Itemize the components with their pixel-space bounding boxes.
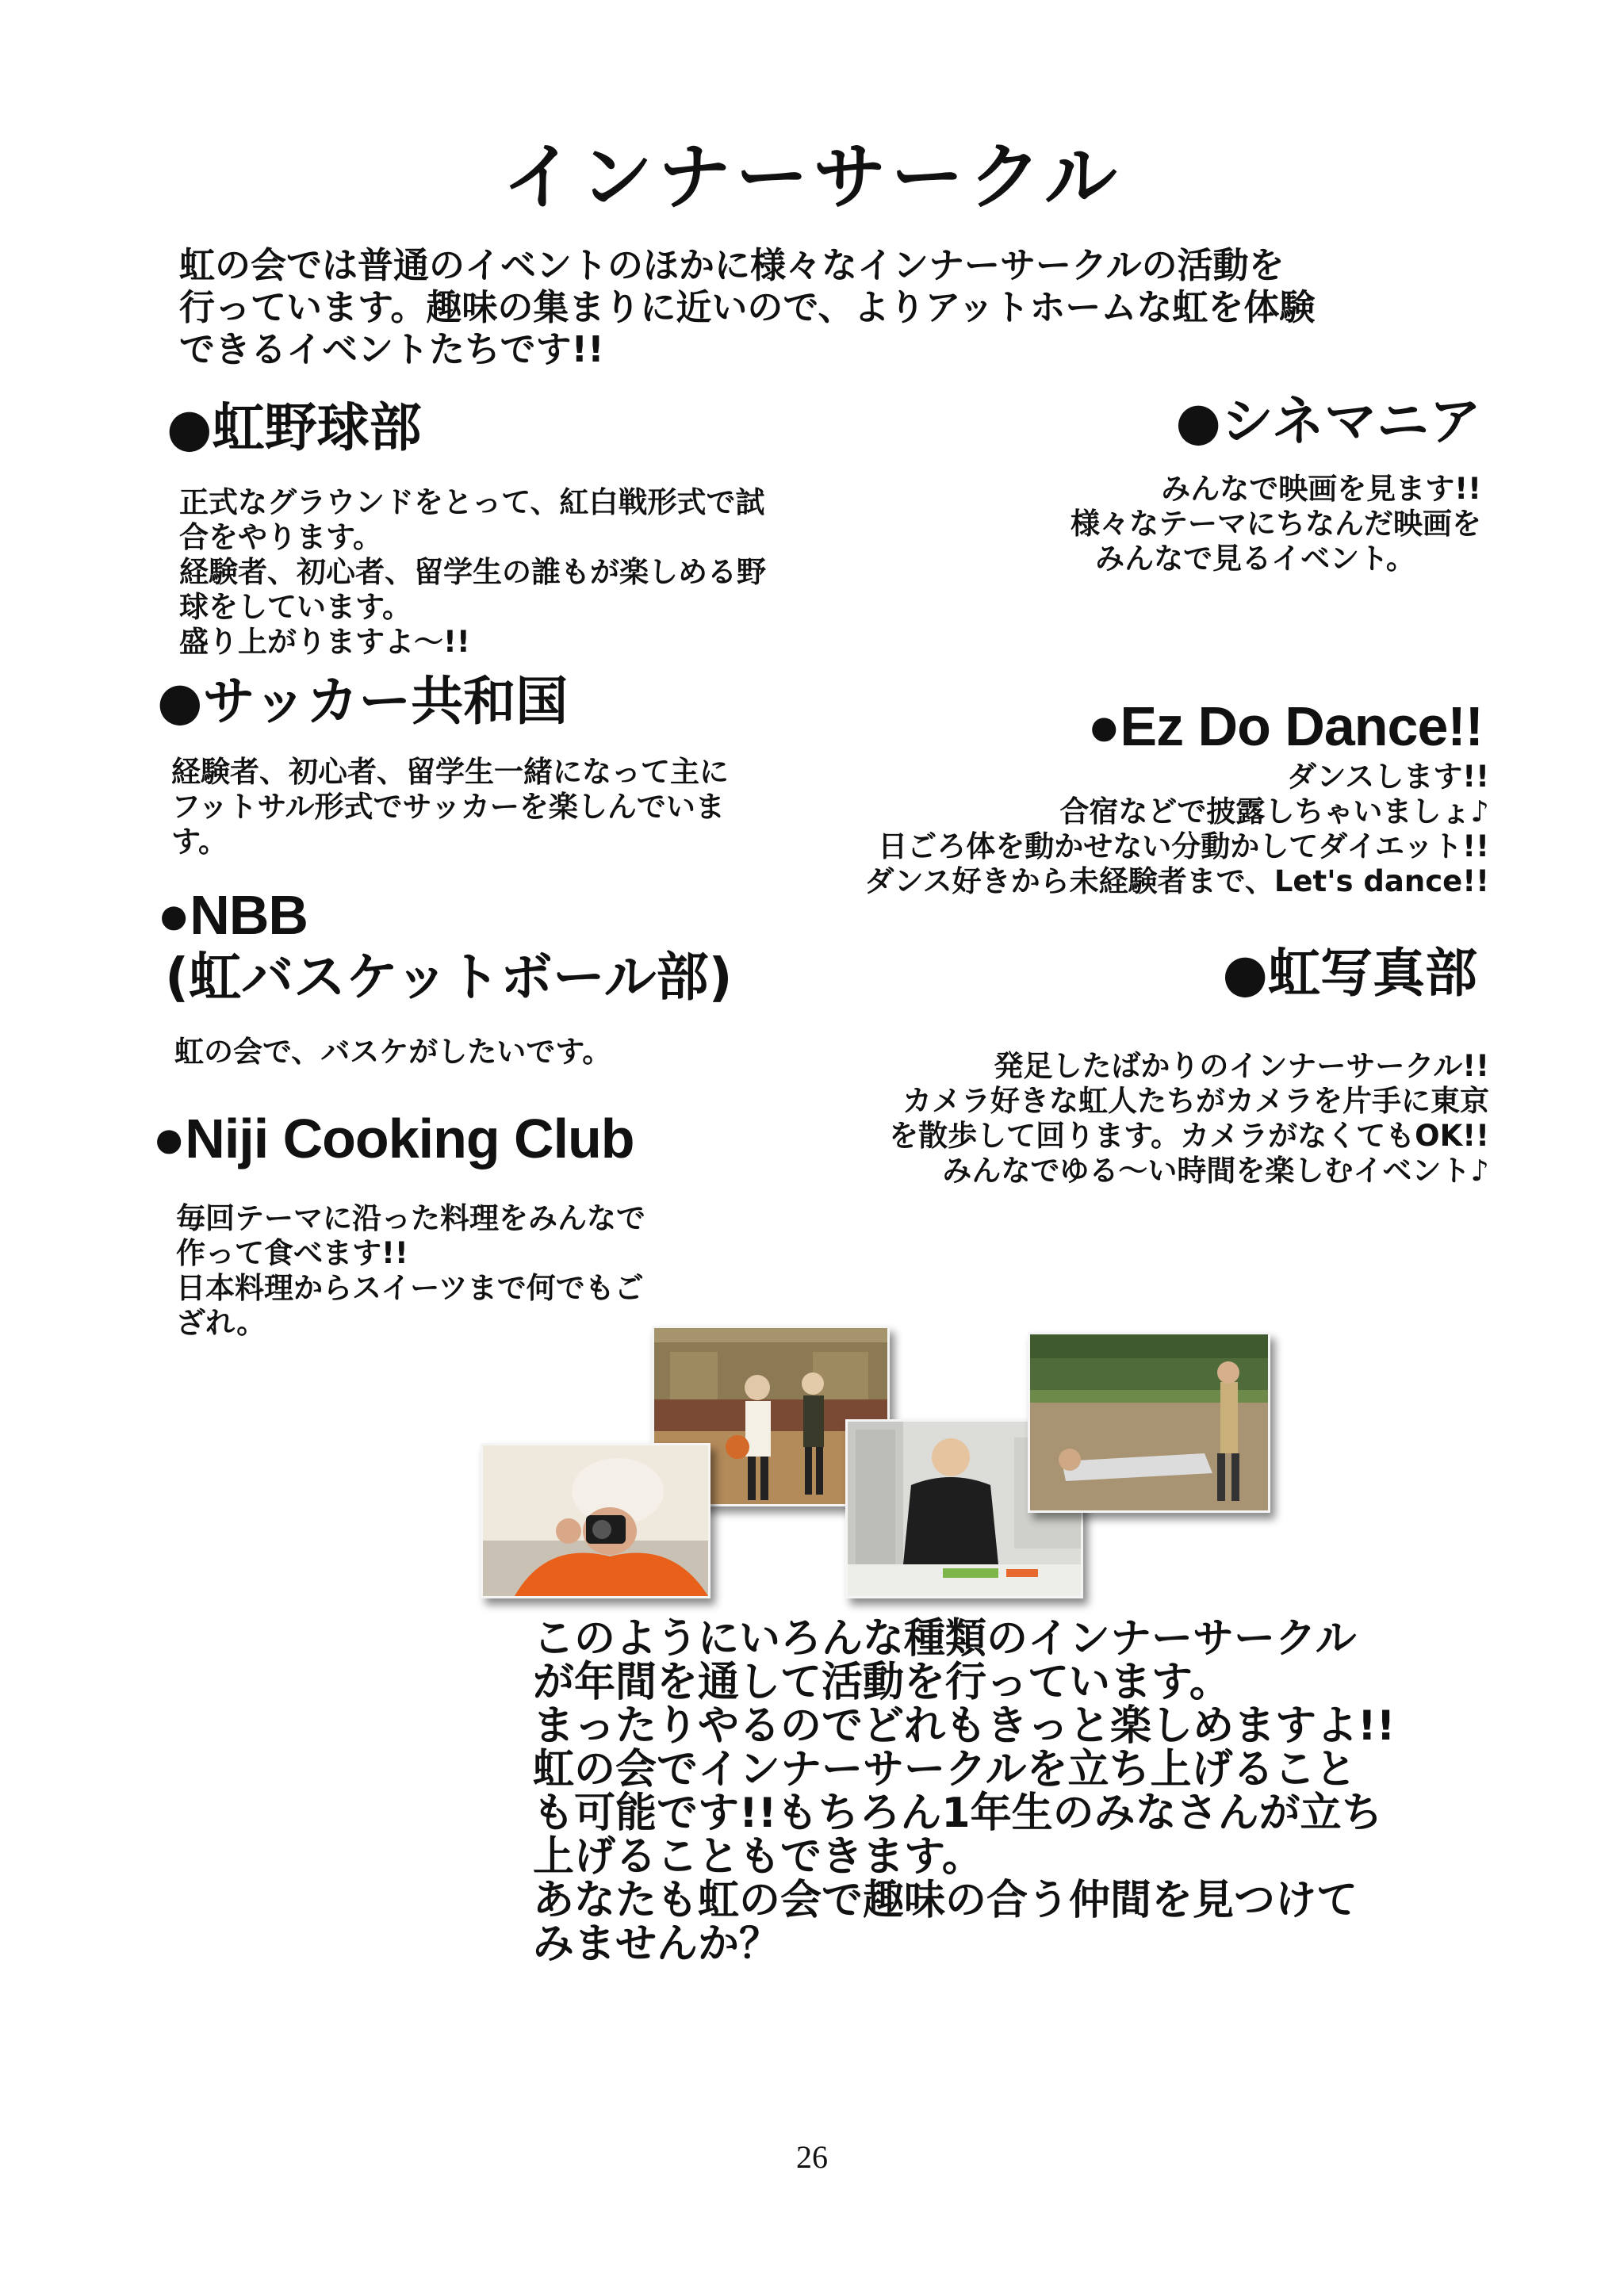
section-cooking-body bbox=[176, 1201, 645, 1341]
closing-line: あなたも虹の会で趣味の合う仲間を見つけて bbox=[533, 1877, 1358, 1924]
section-soccer-body bbox=[171, 755, 729, 859]
body-line: 経験者、初心者、留学生一緒になって主に bbox=[171, 755, 729, 789]
heading-nbb-subtitle: (虹バスケットボール部) bbox=[165, 947, 733, 1008]
intro-text bbox=[179, 244, 1464, 370]
body-line: 発足したばかりのインナーサークル!! bbox=[994, 1049, 1489, 1083]
body-line: 日本料理からスイーツまで何でもご bbox=[176, 1271, 644, 1305]
heading-nbb: ●NBB bbox=[157, 884, 308, 946]
section-dance-body bbox=[776, 760, 1489, 899]
body-line: カメラ好きな虹人たちがカメラを片手に東京 bbox=[902, 1084, 1489, 1118]
body-line: 毎回テーマに沿った料理をみんなで bbox=[176, 1201, 645, 1235]
baseball-field-illustration bbox=[1030, 1334, 1268, 1510]
body-line: みんなでゆる～い時間を楽しむイベント♪ bbox=[942, 1154, 1489, 1188]
body-line: みんなで映画を見ます!! bbox=[1161, 472, 1481, 506]
heading-baseball: ●虹野球部 bbox=[167, 397, 422, 458]
closing-line: が年間を通して活動を行っています。 bbox=[533, 1659, 1231, 1706]
body-line: 合をやります。 bbox=[179, 520, 383, 554]
closing-line: このようにいろんな種類のインナーサークル bbox=[533, 1615, 1357, 1663]
body-line: を散歩して回ります。カメラがなくてもOK!! bbox=[889, 1119, 1489, 1153]
body-line: 盛り上がりますよ～!! bbox=[179, 625, 470, 659]
page-title: インナーサークル bbox=[502, 135, 1122, 220]
intro-line: できるイベントたちです!! bbox=[179, 328, 604, 370]
heading-dance: ●Ez Do Dance!! bbox=[1087, 695, 1483, 757]
body-line: 虹の会で、バスケがしたいです。 bbox=[174, 1035, 612, 1069]
body-line: 正式なグラウンドをとって、紅白戦形式で試 bbox=[179, 485, 765, 519]
closing-line: も可能です!!もちろん1年生のみなさんが立ち bbox=[533, 1790, 1383, 1837]
closing-line: 上げることもできます。 bbox=[533, 1833, 983, 1881]
section-nbb-body bbox=[174, 1035, 611, 1070]
body-line: ダンスします!! bbox=[1286, 760, 1489, 794]
heading-photo-club: ●虹写真部 bbox=[1222, 943, 1477, 1004]
body-line: 作って食べます!! bbox=[176, 1236, 408, 1270]
section-photo-body bbox=[776, 1049, 1489, 1189]
section-baseball-body bbox=[179, 485, 766, 660]
body-line: 合宿などで披露しちゃいましょ♪ bbox=[1059, 794, 1489, 829]
body-line: みんなで見るイベント。 bbox=[1095, 542, 1415, 576]
body-line: 球をしています。 bbox=[179, 590, 412, 624]
closing-text bbox=[533, 1617, 1548, 1966]
body-line: ざれ。 bbox=[176, 1306, 266, 1340]
body-line: ダンス好きから未経験者まで、Let's dance!! bbox=[864, 864, 1489, 898]
page-number: 26 bbox=[796, 2139, 828, 2175]
camera-girl-illustration bbox=[483, 1445, 708, 1596]
heading-soccer: ●サッカー共和国 bbox=[157, 671, 569, 732]
closing-line: 虹の会でインナーサークルを立ち上げること bbox=[533, 1746, 1357, 1793]
camera-girl-photo bbox=[481, 1443, 710, 1598]
body-line: す。 bbox=[171, 825, 228, 859]
closing-line: まったりやるのでどれもきっと楽しめますよ!! bbox=[533, 1702, 1396, 1750]
body-line: 日ごろ体を動かせない分動かしてダイエット!! bbox=[878, 829, 1489, 863]
heading-cooking: ●Niji Cooking Club bbox=[152, 1108, 634, 1169]
baseball-field-photo bbox=[1028, 1332, 1270, 1513]
intro-line: 虹の会では普通のイベントのほかに様々なインナーサークルの活動を bbox=[179, 244, 1285, 286]
body-line: 様々なテーマにちなんだ映画を bbox=[1071, 507, 1481, 541]
body-line: 経験者、初心者、留学生の誰もが楽しめる野 bbox=[179, 555, 766, 589]
body-line: フットサル形式でサッカーを楽しんでいま bbox=[171, 790, 725, 824]
closing-line: みませんか？ bbox=[533, 1920, 781, 1968]
section-cinemania-body bbox=[926, 472, 1481, 576]
intro-line: 行っています。趣味の集まりに近いので、よりアットホームな虹を体験 bbox=[179, 286, 1316, 328]
heading-cinemania: ●シネマニア bbox=[1175, 391, 1481, 452]
